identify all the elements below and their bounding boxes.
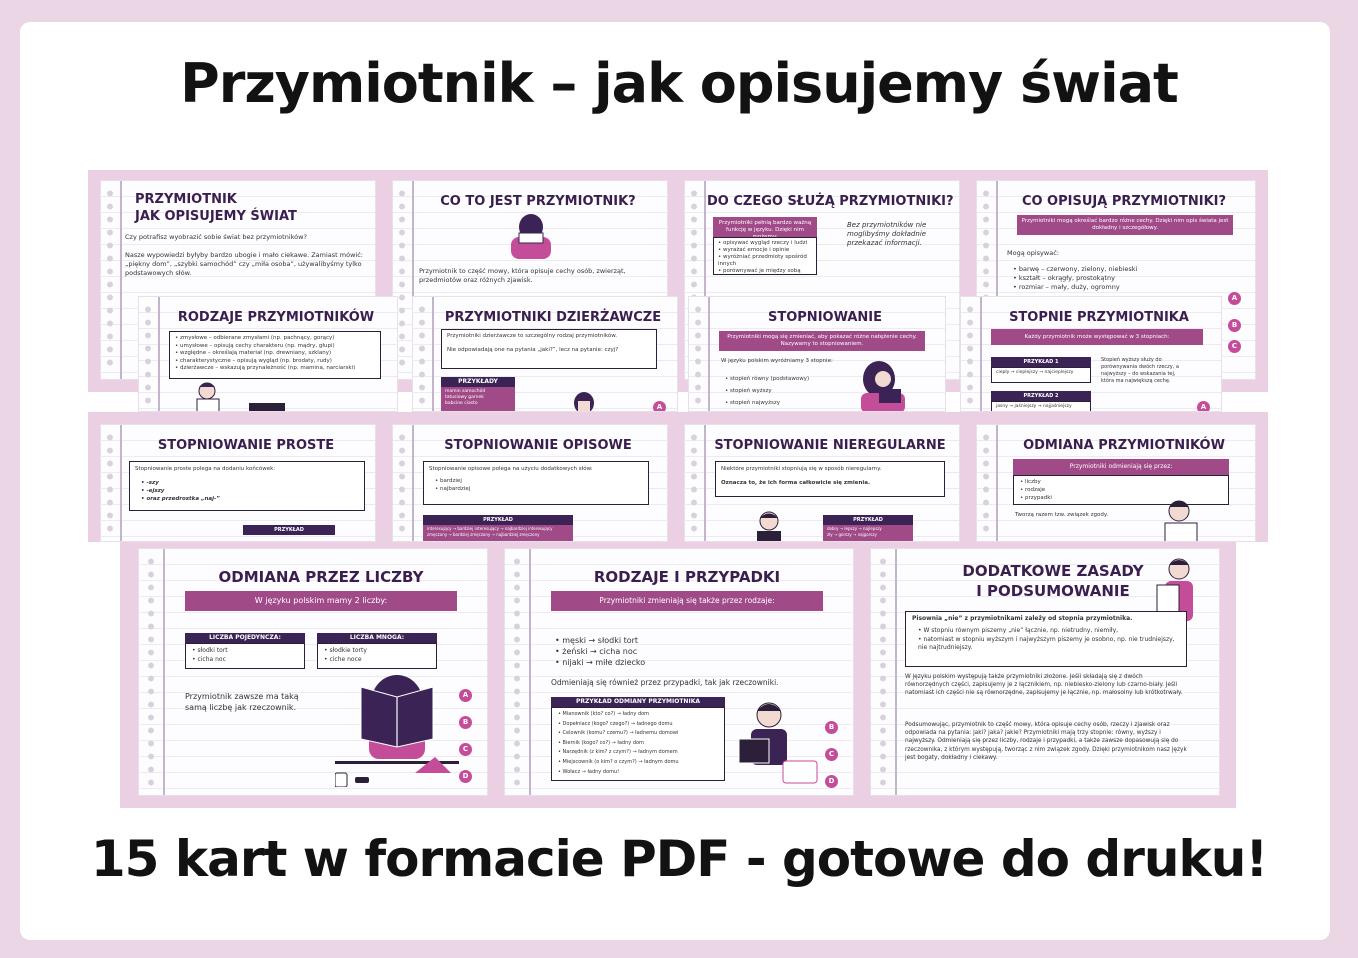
list-item: • rodzaje [1020, 486, 1222, 494]
answer-marks [653, 401, 667, 412]
list-item: • zmysłowe – odbierane zmysłami (np. pachnący, gorący) [175, 335, 375, 343]
list-item: • Narzędnik (z kim? z czym?) → ładnym domem [558, 748, 718, 758]
list-item: dobry → lepszy → najlepszy [827, 526, 882, 531]
example-header: PRZYKŁAD [823, 515, 913, 525]
info-bar: Przymiotniki mogą się zmieniać, aby pokazać różne natężenie cechy. Nazywamy to stopniowaniem. [719, 331, 925, 351]
cases-box [551, 707, 725, 781]
binder-rings [513, 555, 521, 789]
answer-mark-c: C [459, 743, 472, 756]
example-header: PRZYKŁAD [423, 515, 573, 525]
example-list [823, 525, 913, 542]
binder-rings [147, 555, 155, 789]
box-line: Niektóre przymiotniki stopniują się w sposób nieregularny. [721, 466, 882, 472]
box-line: Przymiotniki dzierżawcze to szczególny rodzaj przymiotników. [447, 333, 617, 339]
answer-mark-b: B [459, 716, 472, 729]
answer-mark-a: A [653, 401, 666, 412]
boy-illustration [749, 509, 789, 542]
info-bar: Przymiotniki zmieniają się także przez rodzaje: [551, 591, 823, 611]
list-item: • słodki tort [192, 646, 298, 655]
answer-mark-a: A [1197, 401, 1210, 412]
list-item: • słodkie torty [324, 646, 430, 655]
list-item: • żeński → cicha noc [555, 646, 715, 657]
margin-line [432, 297, 434, 411]
example-box: ciepły → cieplejszy → najcieplejszy [991, 367, 1091, 383]
degrees-list [725, 373, 835, 409]
info-bar: Przymiotniki odmieniają się przez: [1013, 459, 1229, 475]
binder-rings [106, 187, 114, 373]
card-title: STOPNIE PRZYMIOTNIKA [1009, 310, 1189, 325]
card-rodzaje-i-przypadki [504, 548, 854, 796]
example-header: PRZYKŁAD ODMIANY PRZYMIOTNIKA [551, 697, 725, 707]
card-title: RODZAJE I PRZYPADKI [593, 568, 781, 586]
list-item: • liczby [1020, 478, 1222, 486]
list-item: • Miejscownik (o kim? o czym?) → ładnym domu [558, 758, 718, 768]
card-stopniowanie-opisowe [392, 424, 668, 542]
definition-box [715, 461, 945, 497]
info-bar: Każdy przymiotnik może występować w 3 stopniach: [991, 329, 1203, 345]
list-item: • natomiast w stopniu wyższym i najwyższym piszemy je osobno, np. nie trudniejszy, nie najtrudniejszy. [918, 636, 1180, 653]
card-title: STOPNIOWANIE OPISOWE [444, 438, 632, 453]
list-item: • oraz przedrostka „naj-” [141, 495, 359, 503]
list-item: • względne – określają materiał (np. drewniany, szklany) [175, 350, 375, 358]
card-title: STOPNIOWANIE [768, 310, 882, 325]
card-stopniowanie [688, 296, 946, 412]
binder-rings [418, 303, 426, 405]
card-title: RODZAJE PRZYMIOTNIKÓW [177, 310, 375, 325]
list-item: • stopień wyższy [725, 385, 835, 397]
list-item: • barwę – czerwony, zielony, niebieski [1013, 265, 1193, 274]
definition-box [441, 329, 657, 369]
box-line: Stopniowanie opisowe polega na użyciu dodatkowych słów: [429, 466, 593, 472]
list-item: • ciche noce [324, 655, 430, 664]
card-title: DO CZEGO SŁUŻĄ PRZYMIOTNIKI? [707, 194, 954, 209]
list-item: • stopień najwyższy [725, 397, 835, 409]
rules-box [905, 611, 1187, 667]
answer-mark-d: D [825, 775, 838, 788]
person-laptop-illustration [179, 381, 289, 412]
list-item: • najbardziej [435, 485, 643, 493]
card-title-line: JAK OPISUJEMY ŚWIAT [135, 209, 297, 224]
card-dodatkowe-zasady [870, 548, 1220, 796]
card-stopniowanie-nieregularne [684, 424, 960, 542]
list-item: • nijaki → miłe dziecko [555, 657, 715, 668]
list-box [169, 331, 381, 379]
binder-rings [982, 431, 990, 535]
list-item: babcine ciasto [445, 401, 478, 406]
list-item: • Celownik (komu? czemu?) → ładnemu domowi [558, 729, 718, 739]
card-odmiana-przez-liczby [138, 548, 488, 796]
box-line: Nie odpowiadają one na pytania „jaki?”, lecz na pytanie: czyj? [447, 346, 619, 353]
margin-line [412, 425, 414, 541]
binder-rings [398, 187, 406, 373]
definition-box [423, 461, 649, 505]
list-item: • męski → słodki tort [555, 635, 715, 646]
example-header: PRZYKŁAD [243, 525, 335, 535]
answer-marks-side [1228, 292, 1242, 367]
margin-line [996, 425, 998, 541]
card-lead: Odmieniają się również przez przypadki, tak jak rzeczowniki. [551, 678, 779, 687]
list-item: • przypadki [1020, 494, 1222, 502]
list-item: • stopień równy (podstawowy) [725, 373, 835, 385]
card-stopnie [960, 296, 1222, 412]
list-item: • umysłowe – opisują cechy charakteru (np. mądry, głupi) [175, 343, 375, 351]
plural-header: LICZBA MNOGA: [317, 633, 437, 643]
list-item: • rozmiar – mały, duży, ogromny [1013, 283, 1193, 292]
answer-mark-d: D [459, 770, 472, 783]
card-lead: W języku polskim wyróżniamy 3 stopnie: [721, 358, 833, 364]
card-title [135, 191, 369, 225]
list-item: zmęczony → bardziej zmęczony → najbardziej zmęczony [427, 531, 540, 537]
man-thinking-illustration [1157, 497, 1207, 542]
singular-header: LICZBA POJEDYNCZA: [185, 633, 305, 643]
card-body: Przymiotnik to część mowy, która opisuje cechy osób, zwierząt, przedmiotów oraz różnych zjawisk. [419, 267, 626, 284]
card-quote: Bez przymiotników nie moglibyśmy dokładnie przekazać informacji. [847, 221, 927, 247]
card-paragraph: Podsumowując, przymiotnik to część mowy, która opisuje cechy osób, rzeczy i zjawisk oraz odpowiada na pytania: jaki? jaka? jakie? Przymiotniki mają trzy stopnie: równy, wyższy i najwyższy. Odmieniają się przez liczby, rodzaje i przypadki, a także zawsze dopasowują się do rzeczownika, z którym występują, tworząc z nim związek zgody. Dzięki przymiotnikom nasz język jest bogaty, dokładny i ciekawy. [905, 722, 1187, 761]
list-item: • bardziej [435, 477, 643, 485]
woman-reading-illustration [849, 359, 919, 412]
card-body: Nasze wypowiedzi byłyby bardzo ubogie i mało ciekawe. Zamiast mówić: „piękny dom”, „szybki samochód” czy „miła osoba”, używalibyśmy tylko podstawowych słów. [125, 251, 363, 277]
margin-line [120, 181, 122, 379]
example-header: PRZYKŁAD 2 [991, 391, 1091, 401]
list-item: • Biernik (kogo? co?) → ładny dom [558, 739, 718, 749]
man-with-book-illustration [729, 697, 825, 787]
girl-with-book-illustration [335, 669, 459, 787]
list-item: • -szy [141, 479, 359, 487]
list-item: • Mianownik (kto? co?) → ładny dom [558, 710, 718, 720]
list-item: tatusiowy garnek [445, 395, 484, 400]
box-line: Stopniowanie proste polega na dodaniu końcówek: [135, 466, 276, 472]
list-item: • wyróżniać przedmioty spośród innych [718, 254, 812, 268]
answer-mark-c: C [1228, 340, 1241, 353]
card-odmiana [976, 424, 1256, 542]
info-bar: W języku polskim mamy 2 liczby: [185, 591, 457, 611]
list-item: • kształt – okrągły, prostokątny [1013, 274, 1193, 283]
answer-mark-a: A [1228, 292, 1241, 305]
example-list [423, 525, 573, 542]
example-header: PRZYKŁADY [441, 377, 515, 387]
info-bar: Przymiotniki pełnią bardzo ważną funkcję w języku. Dzięki nim [713, 217, 817, 244]
margin-line [708, 297, 710, 411]
girl-reading-illustration [501, 211, 561, 261]
card-title: ODMIANA PRZEZ LICZBY [218, 568, 424, 586]
answer-mark-a: A [459, 689, 472, 702]
margin-line [704, 425, 706, 541]
list-item: zły → gorszy → najgorszy [827, 531, 877, 537]
example-box: jasny → jaśniejszy → najjaśniejszy [991, 401, 1091, 412]
answer-marks [1197, 401, 1211, 412]
footer-title: 15 kart w formacie PDF - gotowe do druku! [90, 830, 1268, 888]
card-title-line: I PODSUMOWANIE [976, 582, 1130, 600]
binder-rings [106, 431, 114, 535]
binder-rings [690, 431, 698, 535]
card-note: Przymiotnik zawsze ma taką samą liczbę jak rzeczownik. [185, 692, 299, 712]
card-title: PRZYMIOTNIKI DZIERŻAWCZE [444, 310, 662, 325]
feature-list [1013, 265, 1193, 292]
list-item: • dzierżawcze – wskazują przynależność (np. mamina, narciarski) [175, 365, 375, 373]
card-paragraph: W języku polskim występują także przymiotniki złożone. Jeśli składają się z dwóch równorzędnych części, zapisujemy je z łącznikiem, np. niebiesko-zielony lub czarno-biały. Jeśli natomiast ich części nie są równorzędne, zapisujemy je łącznie, np. małosolny lub krótkotrwały. [905, 674, 1183, 697]
definition-box [129, 461, 365, 511]
plural-box [317, 643, 437, 669]
card-side-note: Stopień wyższy służy do porównywania dwóch rzeczy, a najwyższy – do wskazania tej, która ma największą cechę. [1101, 357, 1179, 384]
list-item: interesujący → bardziej interesujący → najbardziej interesujący [427, 526, 553, 531]
box-line: Oznacza to, że ich forma całkowicie się zmienia. [721, 480, 871, 486]
list-item: • opisywać wygląd rzeczy i ludzi [718, 240, 812, 247]
card-title: CO OPISUJĄ PRZYMIOTNIKI? [1021, 194, 1227, 209]
card-rodzaje-przymiotnikow [138, 296, 398, 412]
binder-rings [879, 555, 887, 789]
example-header: PRZYKŁAD 1 [991, 357, 1091, 367]
info-bar: Przymiotniki mogą określać bardzo różne cechy. Dzięki nim opis świata jest dokładny i szczegółowy. [1017, 215, 1233, 235]
binder-rings [694, 303, 702, 405]
card-foot: Tworzą razem tzw. związek zgody. [1015, 512, 1109, 518]
card-title-line: PRZYMIOTNIK [135, 192, 237, 207]
answer-marks [459, 689, 473, 796]
card-title: STOPNIOWANIE NIEREGULARNE [714, 438, 946, 453]
list-item: • -ejszy [141, 487, 359, 495]
margin-line [980, 297, 982, 411]
list-box [713, 237, 817, 275]
list-item: • Dopełniacz (kogo? czego?) → ładnego domu [558, 720, 718, 730]
card-title: ODMIANA PRZYMIOTNIKÓW [1023, 438, 1225, 453]
example-list [441, 387, 515, 412]
girl-illustration [569, 391, 599, 412]
page-title: Przymiotnik – jak opisujemy świat [180, 52, 1178, 115]
list-item: • cicha noc [192, 655, 298, 664]
list-item: • W stopniu równym piszemy „nie” łącznie, np. nietrudny, niemiły, [918, 627, 1180, 635]
list-item: mamin samochód [445, 389, 486, 394]
margin-line [158, 297, 160, 411]
gender-list [555, 635, 715, 668]
list-item: • porównywać je między sobą [718, 268, 812, 275]
answer-mark-b: B [1228, 319, 1241, 332]
margin-line [120, 425, 122, 541]
singular-box [185, 643, 305, 669]
card-title: CO TO JEST PRZYMIOTNIK? [440, 194, 636, 209]
answer-mark-b: B [825, 721, 838, 734]
answer-marks [825, 721, 839, 796]
list-item: • Wołacz → ładny domu! [558, 768, 718, 778]
list-item: • wyrażać emocje i opinie [718, 247, 812, 254]
card-lead: Mogą opisywać: [1007, 249, 1059, 257]
card-title-line: DODATKOWE ZASADY [962, 562, 1144, 580]
list-item: • charakterystyczne – opisują wygląd (np. brodaty, rudy) [175, 358, 375, 366]
binder-rings [966, 303, 974, 405]
binder-rings [398, 431, 406, 535]
card-stopniowanie-proste [100, 424, 376, 542]
card-dzierzawcze [412, 296, 678, 412]
card-title: STOPNIOWANIE PROSTE [157, 438, 335, 453]
binder-rings [144, 303, 152, 405]
answer-mark-c: C [825, 748, 838, 761]
card-intro: Czy potrafisz wyobrazić sobie świat bez przymiotników? [125, 233, 307, 241]
box-line: Pisownia „nie” z przymiotnikami zależy od stopnia przymiotnika. [912, 615, 1133, 622]
